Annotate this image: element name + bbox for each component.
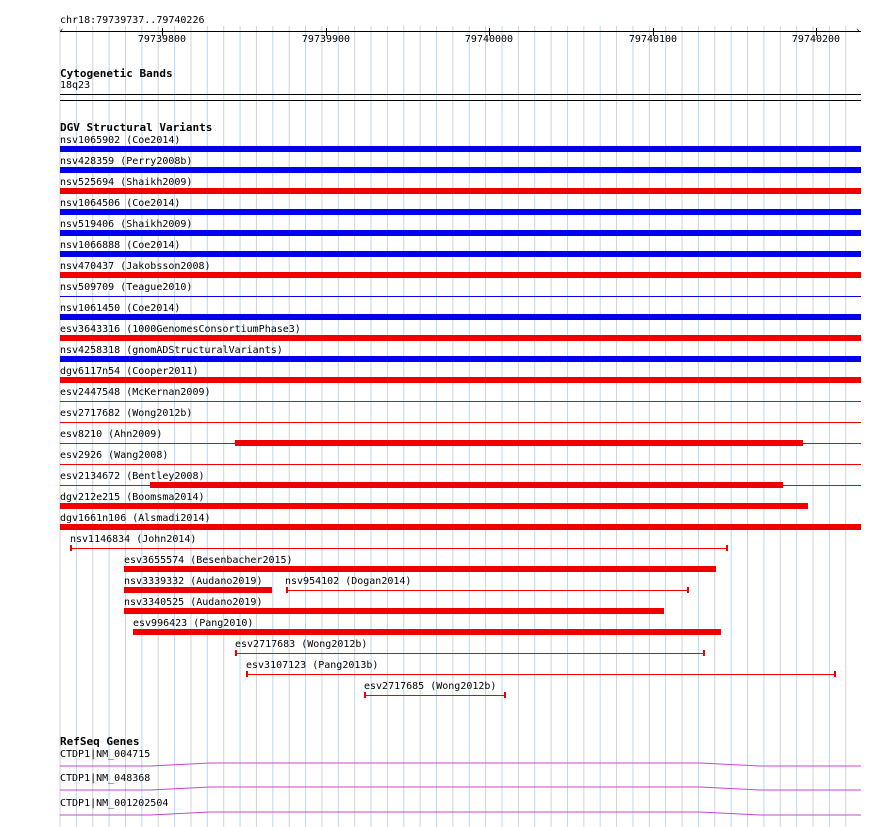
variant-label[interactable]: nsv1146834 (John2014) xyxy=(70,534,197,545)
variant-label[interactable]: nsv1064506 (Coe2014) xyxy=(60,198,181,209)
ruler-left-arrow-icon: ‹ xyxy=(59,26,65,36)
variant-bar-start-cap xyxy=(246,671,248,677)
ruler-tick-label: 79740100 xyxy=(628,34,678,45)
variant-bar xyxy=(124,587,272,593)
variant-label[interactable]: dgv6117n54 (Cooper2011) xyxy=(60,366,199,377)
variant-label[interactable]: nsv470437 (Jakobsson2008) xyxy=(60,261,211,272)
variant-bar xyxy=(70,548,728,549)
gene-intron-line xyxy=(60,787,861,790)
variant-bar-end-cap xyxy=(726,545,728,551)
gene-intron-line xyxy=(60,763,861,766)
gene-intron-line xyxy=(60,812,861,815)
variant-bar xyxy=(60,296,861,297)
variant-label[interactable]: nsv525694 (Shaikh2009) xyxy=(60,177,193,188)
variant-label[interactable]: nsv954102 (Dogan2014) xyxy=(285,576,412,587)
variant-bar xyxy=(235,653,705,654)
variant-bar xyxy=(60,356,861,362)
gene-label[interactable]: CTDP1|NM_048368 xyxy=(60,773,151,784)
variant-label[interactable]: nsv509709 (Teague2010) xyxy=(60,282,193,293)
variant-bar xyxy=(60,146,861,152)
variant-label[interactable]: esv2717682 (Wong2012b) xyxy=(60,408,193,419)
variant-label[interactable]: esv3107123 (Pang2013b) xyxy=(246,660,379,671)
region-label: chr18:79739737..79740226 xyxy=(60,15,205,26)
cytoband-label: 18q23 xyxy=(60,80,91,91)
gene-label[interactable]: CTDP1|NM_001202504 xyxy=(60,798,169,809)
variant-bar xyxy=(60,251,861,257)
variant-bar xyxy=(60,524,861,530)
variant-bar xyxy=(60,209,861,215)
dgv-track-title: DGV Structural Variants xyxy=(60,121,213,134)
variant-label[interactable]: nsv1065902 (Coe2014) xyxy=(60,135,181,146)
variant-label[interactable]: esv3655574 (Besenbacher2015) xyxy=(124,555,293,566)
variant-bar-end-cap xyxy=(504,692,506,698)
ruler-tick-label: 79740200 xyxy=(791,34,841,45)
variant-bar xyxy=(364,695,506,696)
variant-bar xyxy=(60,401,861,402)
variant-bar-start-cap xyxy=(364,692,366,698)
variant-label[interactable]: esv2926 (Wang2008) xyxy=(60,450,169,461)
gene-model xyxy=(0,781,890,795)
variant-bar xyxy=(60,314,861,320)
variant-label[interactable]: esv3643316 (1000GenomesConsortiumPhase3) xyxy=(60,324,301,335)
variant-bar-end-cap xyxy=(703,650,705,656)
variant-bar xyxy=(124,608,664,614)
variant-bar xyxy=(286,590,689,591)
variant-label[interactable]: nsv1066888 (Coe2014) xyxy=(60,240,181,251)
ruler-right-arrow-icon: › xyxy=(855,26,861,36)
refseq-track-title: RefSeq Genes xyxy=(60,735,140,748)
variant-bar xyxy=(60,272,861,278)
variant-bar-start-cap xyxy=(286,587,288,593)
variant-label[interactable]: nsv3340525 (Audano2019) xyxy=(124,597,263,608)
variant-label[interactable]: nsv3339332 (Audano2019) xyxy=(124,576,263,587)
variant-bar xyxy=(60,464,861,465)
variant-bar xyxy=(60,167,861,173)
cytoband-line-bottom xyxy=(60,100,861,101)
variant-label[interactable]: dgv1661n106 (Alsmadi2014) xyxy=(60,513,211,524)
variant-bar xyxy=(246,674,836,675)
ruler-tick-label: 79739900 xyxy=(301,34,351,45)
variant-label[interactable]: esv2447548 (McKernan2009) xyxy=(60,387,211,398)
cytoband-line-top xyxy=(60,94,861,95)
variant-label[interactable]: nsv4258318 (gnomADStructuralVariants) xyxy=(60,345,283,356)
variant-label[interactable]: nsv519406 (Shaikh2009) xyxy=(60,219,193,230)
ruler-tick-label: 79740000 xyxy=(464,34,514,45)
variant-bar-core xyxy=(235,440,803,446)
variant-bar xyxy=(60,503,808,509)
variant-bar xyxy=(60,422,861,423)
gene-label[interactable]: CTDP1|NM_004715 xyxy=(60,749,151,760)
variant-bar xyxy=(133,629,721,635)
variant-bar xyxy=(60,335,861,341)
variant-label[interactable]: esv2717683 (Wong2012b) xyxy=(235,639,368,650)
gene-model xyxy=(0,757,890,771)
variant-bar-core xyxy=(150,482,783,488)
variant-label[interactable]: nsv1061450 (Coe2014) xyxy=(60,303,181,314)
variant-label[interactable]: esv8210 (Ahn2009) xyxy=(60,429,163,440)
gene-model xyxy=(0,806,890,820)
variant-bar-start-cap xyxy=(235,650,237,656)
variant-bar xyxy=(124,566,716,572)
cytoband-track-title: Cytogenetic Bands xyxy=(60,67,173,80)
variant-label[interactable]: dgv212e215 (Boomsma2014) xyxy=(60,492,205,503)
variant-bar xyxy=(60,230,861,236)
ruler-tick-label: 79739800 xyxy=(137,34,187,45)
variant-bar xyxy=(60,377,861,383)
variant-label[interactable]: esv2134672 (Bentley2008) xyxy=(60,471,205,482)
variant-bar-start-cap xyxy=(70,545,72,551)
variant-bar xyxy=(60,188,861,194)
variant-label[interactable]: esv2717685 (Wong2012b) xyxy=(364,681,497,692)
variant-label[interactable]: esv996423 (Pang2010) xyxy=(133,618,254,629)
variant-bar-end-cap xyxy=(687,587,689,593)
variant-bar-end-cap xyxy=(834,671,836,677)
ruler-axis xyxy=(60,31,861,32)
variant-label[interactable]: nsv428359 (Perry2008b) xyxy=(60,156,193,167)
